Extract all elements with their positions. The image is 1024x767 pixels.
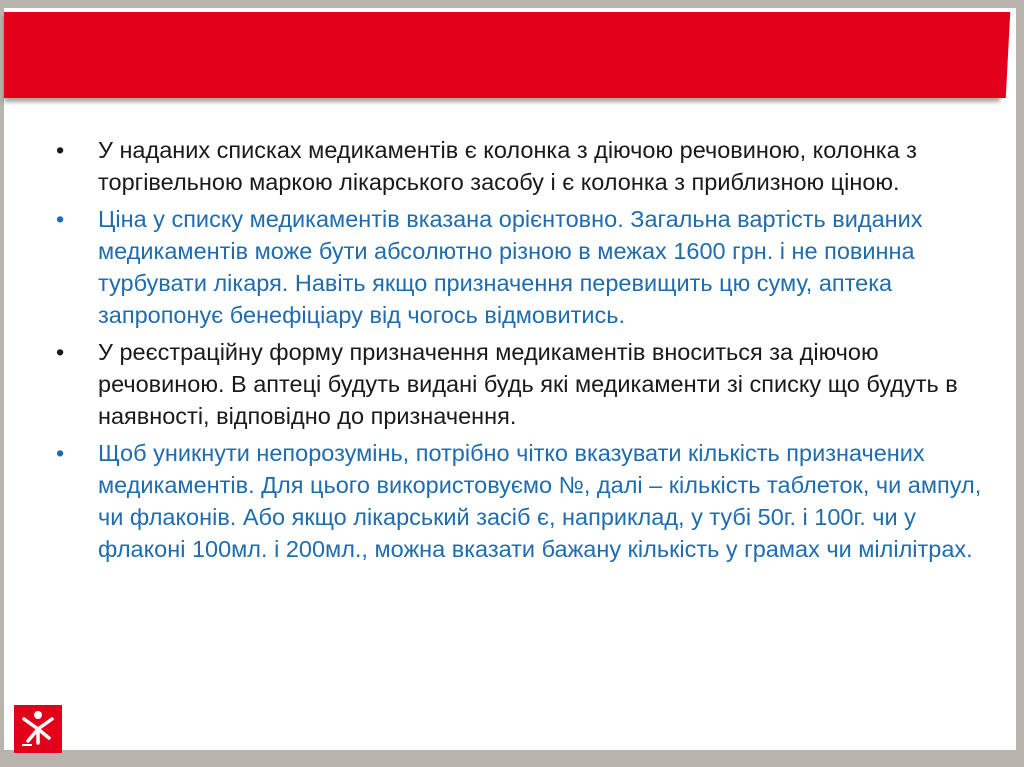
bullet-text: Ціна у списку медикаментів вказана орієнтовно. Загальна вартість виданих медикаментів може бути абсолютно різною в межах 1600 грн. і не повинна турбувати лікаря. Навіть якщо призначення перевищить цю суму, аптека запропонує бенефіціару від чогось відмовитись.	[98, 206, 923, 328]
bullet-marker: •	[56, 339, 65, 365]
bullet-item-3	[56, 336, 986, 432]
bullet-marker: •	[56, 206, 65, 232]
cross-figure-icon	[14, 705, 62, 753]
bullet-item-4	[56, 437, 986, 565]
bullet-item-2	[56, 203, 986, 331]
bullet-marker: •	[56, 137, 65, 163]
bullet-marker: •	[56, 440, 65, 466]
slide	[4, 8, 1016, 750]
bullet-text: У реєстраційну форму призначення медикаментів вноситься за діючою речовиною. В аптеці будуть видані будь які медикаменти зі списку що будуть в наявності, відповідно до призначення.	[98, 339, 958, 429]
bullet-list	[56, 134, 986, 570]
bullet-item-1	[56, 134, 986, 198]
bullet-text: У наданих списках медикаментів є колонка з діючою речовиною, колонка з торгівельною маркою лікарського засобу і є колонка з приблизною ціною.	[98, 137, 917, 195]
bullet-text: Щоб уникнути непорозумінь, потрібно чітко вказувати кількість призначених медикаментів. Для цього використовуємо №, далі – кількість таблеток, чи ампул, чи флаконів. Або якщо лікарський засіб є, наприклад, у тубі 50г. і 100г. чи у флаконі 100мл. і 200мл., можна вказати бажану кількість у грамах чи мілілітрах.	[98, 440, 982, 562]
title-banner	[4, 12, 1000, 98]
